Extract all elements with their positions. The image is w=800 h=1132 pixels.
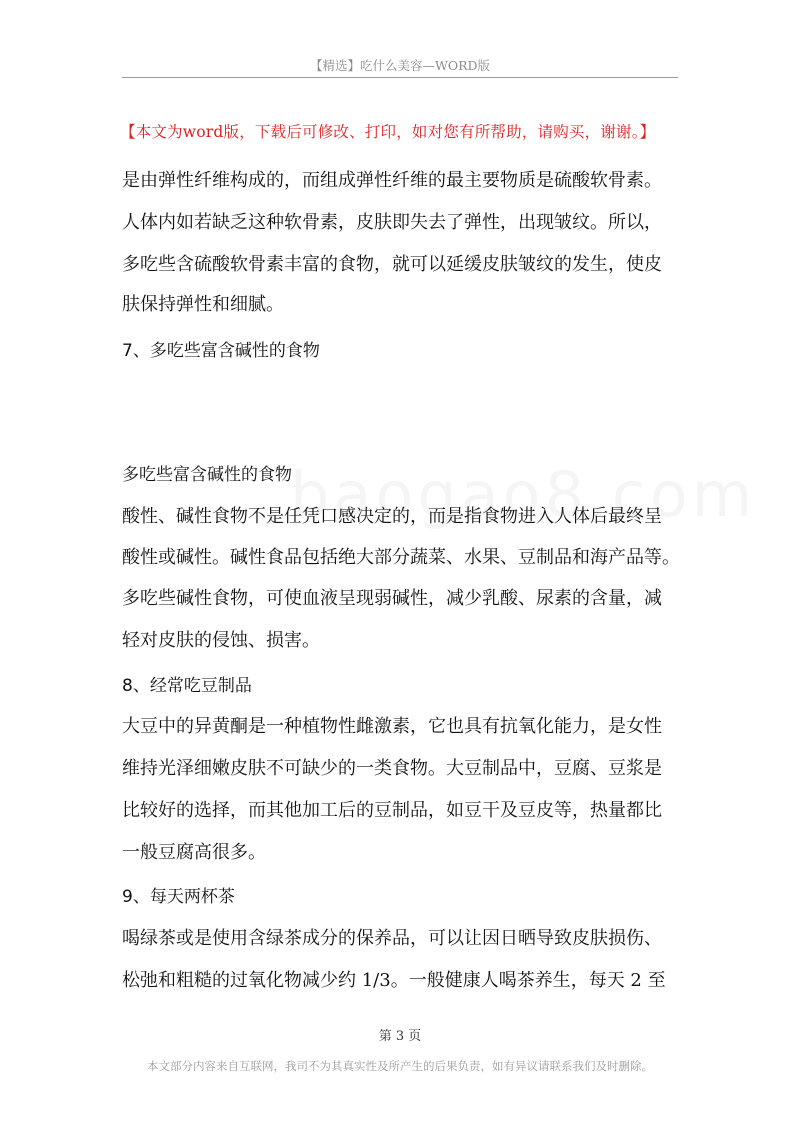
- section-heading: 8、经常吃豆制品: [122, 676, 252, 696]
- paragraph-line: 酸性或碱性。碱性食品包括绝大部分蔬菜、水果、豆制品和海产品等。: [122, 547, 680, 568]
- paragraph-line: 维持光泽细嫩皮肤不可缺少的一类食物。大豆制品中，豆腐、豆浆是: [122, 758, 662, 779]
- header-divider: [122, 77, 678, 78]
- paragraph-line: 是由弹性纤维构成的，而组成弹性纤维的最主要物质是硫酸软骨素。: [122, 170, 662, 191]
- paragraph-line: 轻对皮肤的侵蚀、损害。: [122, 630, 320, 651]
- paragraph-line: 多吃些含硫酸软骨素丰富的食物，就可以延缓皮肤皱纹的发生，使皮: [122, 254, 662, 275]
- paragraph-line: 人体内如若缺乏这种软骨素，皮肤即失去了弹性，出现皱纹。所以，: [122, 212, 662, 233]
- download-notice: 【本文为word版，下载后可修改、打印，如对您有所帮助，请购买，谢谢。】: [120, 123, 656, 141]
- paragraph-line: 多吃些碱性食物，可使血液呈现弱碱性，减少乳酸、尿素的含量，减: [122, 588, 662, 609]
- paragraph-line: 松弛和粗糙的过氧化物减少约 1/3。一般健康人喝茶养生，每天 2 至: [122, 970, 666, 991]
- paragraph-line: 喝绿茶或是使用含绿茶成分的保养品，可以让因日晒导致皮肤损伤、: [122, 928, 662, 949]
- section-heading: 9、每天两杯茶: [122, 887, 235, 907]
- section-subheading: 多吃些富含碱性的食物: [122, 465, 292, 485]
- paragraph-line: 大豆中的异黄酮是一种植物性雌激素，它也具有抗氧化能力，是女性: [122, 716, 662, 737]
- page-number: 第 3 页: [378, 1029, 422, 1044]
- paragraph-line: 比较好的选择，而其他加工后的豆制品，如豆干及豆皮等，热量都比: [122, 800, 662, 821]
- page-header: 【精选】吃什么美容—WORD版: [309, 58, 491, 73]
- paragraph-line: 一般豆腐高很多。: [122, 842, 266, 863]
- section-heading: 7、多吃些富含碱性的食物: [122, 341, 320, 361]
- paragraph-line: 肤保持弹性和细腻。: [122, 294, 284, 315]
- paragraph-line: 酸性、碱性食物不是任凭口感决定的，而是指食物进入人体后最终呈: [122, 506, 662, 527]
- footer-disclaimer: 本文部分内容来自互联网，我司不为其真实性及所产生的后果负责，如有异议请联系我们及时删除。: [147, 1059, 653, 1073]
